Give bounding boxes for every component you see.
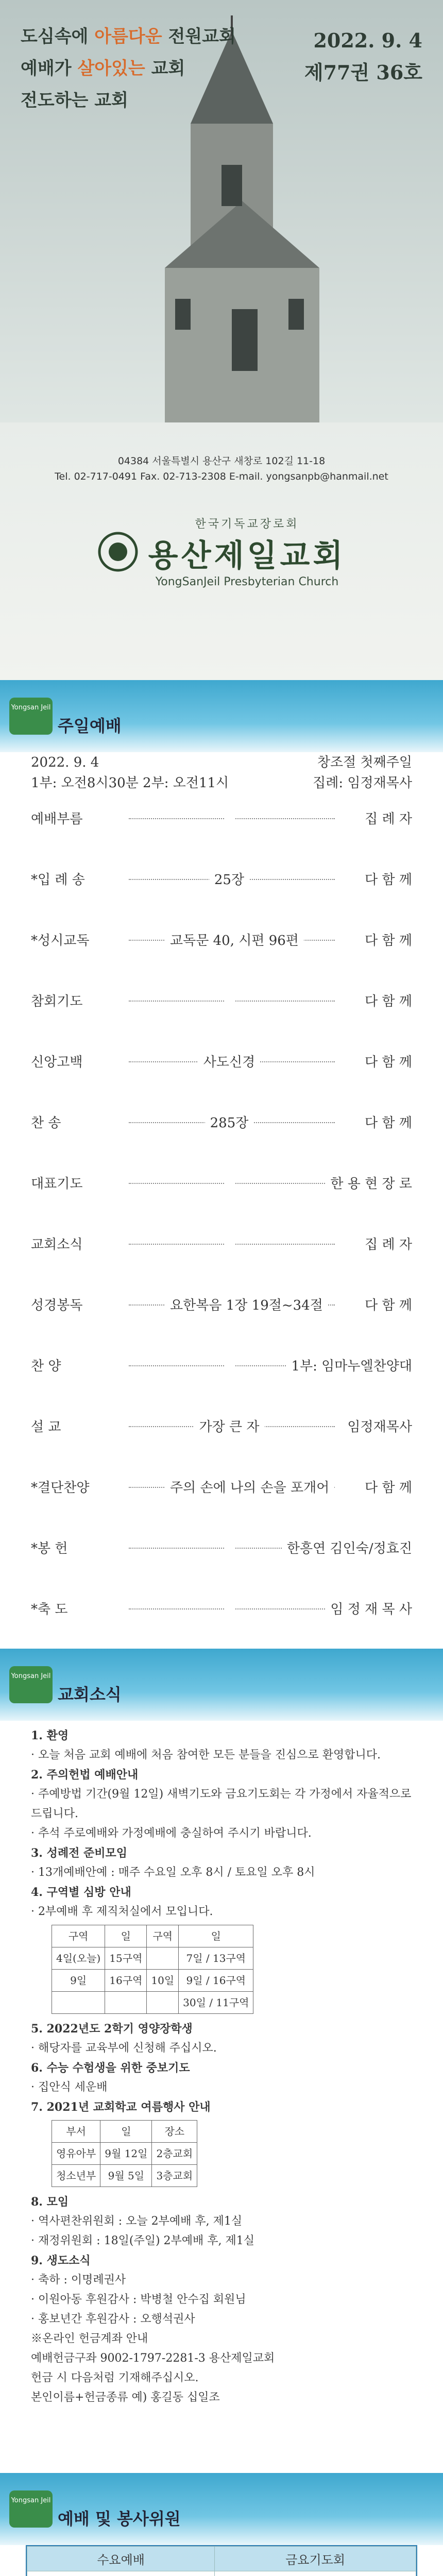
worship-item: *결단찬양 bbox=[31, 1480, 90, 1496]
district-table bbox=[52, 1925, 253, 2014]
news-item: · 이원아동 후원감사 : 박병철 안수집 회원님 bbox=[31, 2293, 246, 2306]
table-header: 장소 bbox=[152, 2121, 197, 2143]
worship-order bbox=[0, 747, 443, 1700]
worship-times: 1부: 오전8시30분 2부: 오전11시 bbox=[31, 775, 229, 791]
church-name: 용산제일교회 bbox=[148, 538, 346, 574]
worship-detail bbox=[165, 799, 294, 840]
worship-title: 주일예배 bbox=[58, 716, 122, 736]
worship-item: 찬 양 bbox=[31, 1359, 61, 1374]
table-cell: 2층교회 bbox=[152, 2143, 197, 2165]
worship-row bbox=[31, 799, 412, 840]
table-cell: 영유아부 bbox=[52, 2143, 100, 2165]
church-name-en: YongSanJeil Presbyterian Church bbox=[155, 575, 339, 588]
worship-person: 임정재목사 bbox=[342, 1406, 412, 1448]
duty-band bbox=[0, 2473, 443, 2545]
news-item: · 역사편찬위원회 : 오늘 2부예배 후, 제1실 bbox=[31, 2215, 243, 2228]
news-item: · 홍보년간 후원감사 : 오행석권사 bbox=[31, 2313, 195, 2326]
worship-leader: 집례: 임정재목사 bbox=[313, 775, 412, 791]
wed-info bbox=[27, 2571, 215, 2576]
worship-season: 창조절 첫째주일 bbox=[317, 755, 412, 770]
worship-item: 성경봉독 bbox=[31, 1298, 83, 1313]
worship-row bbox=[31, 1103, 412, 1144]
table-cell: 9일 bbox=[52, 1970, 105, 1992]
worship-item: 찬 송 bbox=[31, 1115, 61, 1131]
news-item: ※온라인 헌금계좌 안내 bbox=[31, 2332, 148, 2345]
section-tag: Yongsan Jeil bbox=[9, 1666, 53, 1703]
worship-person: 다 함 께 bbox=[360, 1285, 412, 1326]
news-item: 예배헌금구좌 9002-1797-2281-3 용산제일교회 bbox=[31, 2352, 275, 2365]
news-item: 4. 구역별 심방 안내 bbox=[31, 1886, 131, 1899]
worship-detail: 25장 bbox=[165, 859, 294, 901]
wed-head: 수요예배 bbox=[27, 2547, 215, 2571]
worship-person: 한흥연 김인숙/정효진 bbox=[282, 1528, 412, 1569]
news-item: 2. 주의헌법 예배안내 bbox=[31, 1768, 139, 1782]
denomination: 한국기독교장로회 bbox=[195, 518, 299, 531]
table-cell: 16구역 bbox=[105, 1970, 147, 1992]
worship-row bbox=[31, 1224, 412, 1265]
worship-item: 참회기도 bbox=[31, 994, 83, 1009]
worship-row bbox=[31, 1042, 412, 1083]
worship-person: 한 용 현 장 로 bbox=[325, 1163, 412, 1205]
news-item: · 2부예배 후 제직처실에서 모입니다. bbox=[31, 1905, 213, 1918]
worship-detail bbox=[165, 981, 294, 1022]
worship-detail: 요한복음 1장 19절~34절 bbox=[165, 1285, 294, 1326]
news-item: 6. 수능 수험생을 위한 중보기도 bbox=[31, 2061, 190, 2075]
worship-detail bbox=[165, 1163, 294, 1205]
worship-person: 다 함 께 bbox=[360, 920, 412, 961]
church-emblem-icon bbox=[97, 531, 139, 572]
worship-row bbox=[31, 920, 412, 961]
worship-item: 교회소식 bbox=[31, 1237, 83, 1252]
table-header: 부서 bbox=[52, 2121, 100, 2143]
address-line: 04384 서울특별시 용산구 새창로 102길 11-18 bbox=[117, 455, 326, 467]
midweek-box bbox=[26, 2545, 417, 2576]
worship-person: 다 함 께 bbox=[360, 1467, 412, 1509]
news-item: 7. 2021년 교회학교 여름행사 안내 bbox=[31, 2100, 211, 2114]
worship-person: 다 함 께 bbox=[360, 1042, 412, 1083]
worship-item: 예배부름 bbox=[31, 811, 83, 827]
worship-row bbox=[31, 1589, 412, 1630]
worship-row bbox=[31, 1285, 412, 1326]
cover-issue: 제77권 36호 bbox=[304, 61, 422, 84]
worship-person: 집 례 자 bbox=[360, 1224, 412, 1265]
table-cell: 3층교회 bbox=[152, 2165, 197, 2187]
church-logo-block bbox=[0, 515, 443, 588]
worship-detail bbox=[165, 1589, 294, 1630]
table-header: 구역 bbox=[52, 1925, 105, 1947]
worship-item: *성시교독 bbox=[31, 933, 90, 948]
news-section bbox=[0, 1721, 443, 2545]
worship-item: *입 례 송 bbox=[31, 872, 85, 888]
table-cell: 9월 12일 bbox=[100, 2143, 152, 2165]
news-item: · 재정위원회 : 18일(주일) 2부예배 후, 제1실 bbox=[31, 2234, 255, 2247]
section-tag: Yongsan Jeil bbox=[9, 2490, 53, 2528]
slogan-line-2: 예배가 살아있는 교회 bbox=[21, 58, 185, 79]
table-header: 일 bbox=[105, 1925, 147, 1947]
worship-row bbox=[31, 1528, 412, 1569]
table-cell bbox=[147, 1992, 179, 2014]
table-cell: 7일 / 13구역 bbox=[179, 1947, 253, 1970]
table-cell: 10일 bbox=[147, 1970, 179, 1992]
cover-slogan bbox=[21, 21, 236, 116]
contact-line: Tel. 02-717-0491 Fax. 02-713-2308 E-mail. yongsanpb@hanmail.net bbox=[55, 471, 388, 482]
news-item: · 13개예배안예 : 매주 수요일 오후 8시 / 토요일 오후 8시 bbox=[31, 1866, 315, 1879]
worship-row bbox=[31, 1406, 412, 1448]
worship-person: 집 례 자 bbox=[360, 799, 412, 840]
event-table bbox=[52, 2120, 197, 2187]
table-cell: 4일(오늘) bbox=[52, 1947, 105, 1970]
duty-title: 예배 및 봉사위원 bbox=[58, 2509, 181, 2529]
worship-header bbox=[31, 752, 412, 793]
worship-person: 다 함 께 bbox=[360, 859, 412, 901]
worship-item: *축 도 bbox=[31, 1602, 68, 1617]
worship-detail: 가장 큰 자 bbox=[165, 1406, 294, 1448]
slogan-line-1: 도심속에 아름다운 전원교회 bbox=[21, 26, 236, 47]
news-item: 본인이름+헌금종류 예) 홍길동 십일조 bbox=[31, 2391, 220, 2404]
news-item: 1. 환영 bbox=[31, 1729, 69, 1742]
news-band bbox=[0, 1649, 443, 1721]
section-tag: Yongsan Jeil bbox=[9, 698, 53, 735]
table-cell: 15구역 bbox=[105, 1947, 147, 1970]
worship-detail: 교독문 40, 시편 96편 bbox=[165, 920, 294, 961]
midweek-table bbox=[27, 2546, 416, 2576]
news-item: · 해당자를 교육부에 신청해 주십시오. bbox=[31, 2042, 217, 2055]
worship-detail bbox=[165, 1224, 294, 1265]
news-item: · 집안식 세운배 bbox=[31, 2081, 108, 2094]
worship-person: 임 정 재 목 사 bbox=[325, 1589, 412, 1630]
news-item: 8. 모임 bbox=[31, 2195, 69, 2209]
table-cell: 9일 / 16구역 bbox=[179, 1970, 253, 1992]
worship-row bbox=[31, 1163, 412, 1205]
table-cell: 청소년부 bbox=[52, 2165, 100, 2187]
news-title: 교회소식 bbox=[58, 1685, 122, 1704]
duty-section bbox=[0, 2545, 443, 2576]
worship-detail bbox=[165, 1528, 294, 1569]
table-header: 일 bbox=[100, 2121, 152, 2143]
news-body bbox=[31, 1726, 412, 2408]
table-cell bbox=[105, 1992, 147, 2014]
slogan-line-3: 전도하는 교회 bbox=[21, 90, 128, 111]
worship-detail bbox=[165, 1346, 294, 1387]
church-address bbox=[0, 453, 443, 484]
worship-item: 신앙고백 bbox=[31, 1055, 83, 1070]
table-header: 구역 bbox=[147, 1925, 179, 1947]
worship-row bbox=[31, 981, 412, 1022]
worship-person: 1부: 임마누엘찬양대 bbox=[286, 1346, 413, 1387]
table-cell: 9월 5일 bbox=[100, 2165, 152, 2187]
worship-band bbox=[0, 680, 443, 752]
worship-person: 다 함 께 bbox=[360, 1103, 412, 1144]
news-item: 9. 생도소식 bbox=[31, 2254, 91, 2267]
news-item: · 주예방법 기간(9월 12일) 새벽기도와 금요기도회는 각 가정에서 자율적으로 드립니다. bbox=[31, 1788, 412, 1820]
table-cell bbox=[147, 1947, 179, 1970]
cover-date: 2022. 9. 4 bbox=[313, 29, 422, 52]
worship-detail: 285장 bbox=[165, 1103, 294, 1144]
worship-row bbox=[31, 1467, 412, 1509]
table-cell bbox=[52, 1992, 105, 2014]
worship-row bbox=[31, 1346, 412, 1387]
news-item: · 축하 : 이명례권사 bbox=[31, 2274, 126, 2286]
worship-item: 설 교 bbox=[31, 1419, 61, 1435]
cover-section bbox=[0, 0, 443, 680]
fri-info bbox=[215, 2571, 416, 2576]
news-item: · 추석 주로예배와 가정예배에 충실하여 주시기 바랍니다. bbox=[31, 1827, 312, 1840]
worship-person: 다 함 께 bbox=[360, 981, 412, 1022]
cover-date-block bbox=[304, 25, 422, 89]
worship-row bbox=[31, 859, 412, 901]
table-cell: 30일 / 11구역 bbox=[179, 1992, 253, 2014]
worship-item: 대표기도 bbox=[31, 1176, 83, 1192]
fri-head: 금요기도회 bbox=[215, 2547, 416, 2571]
news-item: 헌금 시 다음처럼 기재해주십시오. bbox=[31, 2371, 199, 2384]
news-item: 5. 2022년도 2학기 영양장학생 bbox=[31, 2022, 193, 2036]
news-item: · 오늘 처음 교회 예배에 처음 참여한 모든 분들을 진심으로 환영합니다. bbox=[31, 1749, 381, 1761]
table-header: 일 bbox=[179, 1925, 253, 1947]
worship-item: *봉 헌 bbox=[31, 1541, 68, 1556]
news-item: 3. 성례전 준비모임 bbox=[31, 1846, 128, 1860]
worship-detail: 주의 손에 나의 손을 포개어 bbox=[165, 1467, 294, 1509]
worship-date: 2022. 9. 4 bbox=[31, 755, 99, 770]
worship-detail: 사도신경 bbox=[165, 1042, 294, 1083]
